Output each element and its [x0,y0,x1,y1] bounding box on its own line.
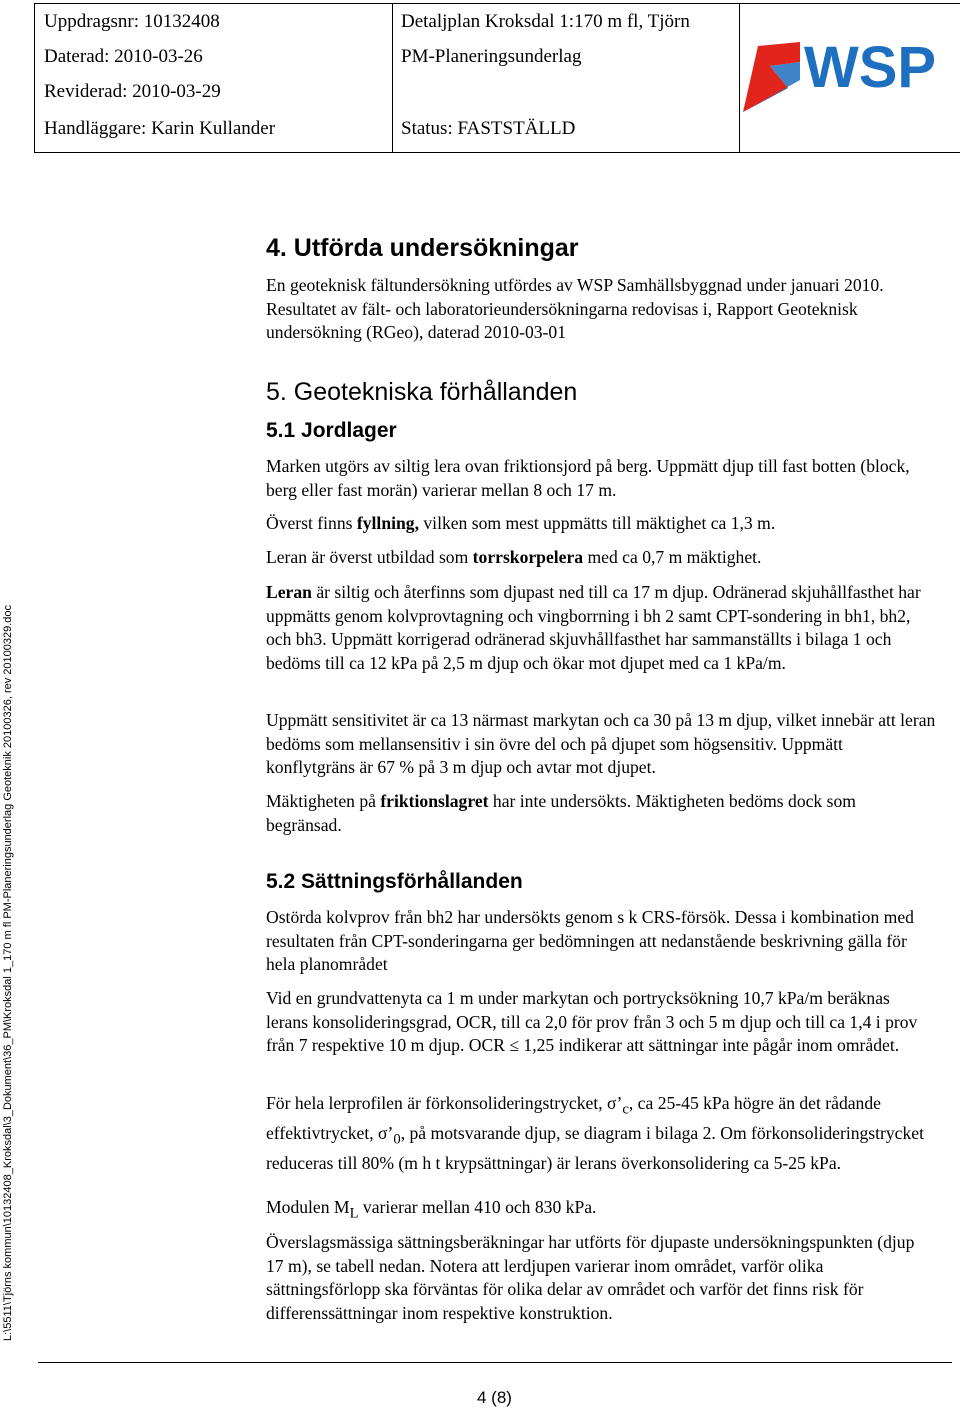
clay-term: Leran [266,582,312,602]
dry-crust-text-c: med ca 0,7 m mäktighet. [583,547,762,567]
subscript-c: c [622,1101,629,1118]
preconsolidation-text-a: För hela lerprofilen är förkonsolideringstrycket, σ’ [266,1093,623,1113]
friction-term: friktionslagret [380,791,489,811]
fill-term: fyllning, [356,513,419,533]
clay-text: är siltig och återfinns som djupast ned till ca 17 m djup. Odränerad skjuhållfasthet har uppmätts genom kolvprovtagning och vingborrning i bh 2 samt CPT-sondering in bh1, bh2, och bh3. Uppmätt korrigerad odränerad skjuvhållfasthet har sammanställts i bilaga 1 och bedöms till ca 12 kPa på 2,5 m djup och ökar mot djupet med ca 1 kPa/m. [266,582,921,673]
subscript-l: L [349,1205,359,1222]
handler: Handläggare: Karin Kullander [44,118,276,139]
modulus-text-a: Modulen M [266,1197,350,1217]
footer-divider [38,1362,952,1363]
section-5-heading: 5. Geotekniska förhållanden [266,378,578,406]
header-left-cell [35,4,393,153]
section-5-2-heading: 5.2 Sättningsförhållanden [266,870,523,893]
page-number: 4 (8) [477,1388,512,1407]
document-status: Status: FASTSTÄLLD [401,118,576,139]
section-4-heading: 4. Utförda undersökningar [266,234,579,262]
settlement-paragraph-3 [266,1092,936,1176]
friction-text-c: har inte undersökts. Mäktigheten bedöms dock som begränsad. [266,791,856,835]
header-blank [401,74,739,109]
settlement-paragraph-5: Överslagsmässiga sättningsberäkningar har utförts för djupaste undersökningspunkten (djup 17 m), se tabell nedan. Notera att lerdjupen varierar inom området, varför olika sättningsförlopp ska förväntas för olika delar av området och varför det finns risk för differenssättningar inom respektive konstruktion. [266,1232,915,1323]
settlement-paragraph-2: Vid en grundvattenyta ca 1 m under markytan och portrycksökning 10,7 kPa/m beräknas lerans konsolideringsgrad, OCR, till ca 2,0 för prov från 3 och 5 m djup och till ca 1,4 i prov från 7 respektive 10 m djup. OCR ≤ 1,25 indikerar att sättningar inte pågår inom området. [266,988,918,1055]
date: Daterad: 2010-03-26 [44,46,203,67]
file-path-margin: L:\5511\Tjörns kommun\10132408_Kroksdal\3_Dokument\36_PM\Kroksdal 1_170 m fl PM-Planeringsunderlag Geoteknik 20100326, rev 20100329.doc [2,604,14,1341]
settlement-paragraph-4 [266,1196,936,1226]
soil-paragraph-2 [266,512,936,536]
preconsolidation-text-b: , ca 25-45 kPa högre än det rådande effektivtrycket, σ’ [266,1093,881,1144]
fill-text-a: Överst finns [266,513,357,533]
soil-paragraph-6 [266,790,936,837]
soil-paragraph-4 [266,581,936,675]
wsp-logo-text: WSP [804,35,937,100]
document-type: PM-Planeringsunderlag [401,46,582,67]
fill-text-c: vilken som mest uppmätts till mäktighet ca 1,3 m. [418,513,776,533]
project-title: Detaljplan Kroksdal 1:170 m fl, Tjörn [401,11,690,32]
header-logo-cell [740,4,960,153]
modulus-text-b: varierar mellan 410 och 830 kPa. [358,1197,597,1217]
soil-paragraph-1: Marken utgörs av siltig lera ovan friktionsjord på berg. Uppmätt djup till fast botten (block, berg eller fast morän) varierar mellan 8 och 17 m. [266,456,910,500]
soil-paragraph-5: Uppmätt sensitivitet är ca 13 närmast markytan och ca 30 på 13 m djup, vilket innebär att leran bedöms som mellansensitiv i sin övre del och på djupet som högsensitiv. Uppmätt konflytgräns är 67 % på 3 m djup och avtar mot djupet. [266,710,936,777]
revised-date: Reviderad: 2010-03-29 [44,81,221,102]
soil-paragraph-3 [266,546,936,570]
wsp-logo [740,32,960,118]
friction-text-a: Mäktigheten på [266,791,381,811]
project-number: Uppdragsnr: 10132408 [44,11,220,32]
section-5-1-heading: 5.1 Jordlager [266,419,397,442]
subscript-0: 0 [393,1131,401,1148]
preconsolidation-text-c: , på motsvarande djup, se diagram i bilaga 2. Om förkonsolideringstrycket reduceras till 80% (m h t krypsättningar) är lerans överkonsolidering ca 5-25 kPa. [266,1123,924,1174]
section-4-paragraph: En geoteknisk fältundersökning utfördes av WSP Samhällsbyggnad under januari 2010. Resultatet av fält- och laboratorieundersökningarna redovisas i, Rapport Geoteknisk undersökning (RGeo), daterad 2010-03-01 [266,275,884,342]
header-middle-cell [393,4,740,153]
document-header [34,3,960,153]
dry-crust-text-a: Leran är överst utbildad som [266,547,473,567]
settlement-paragraph-1: Ostörda kolvprov från bh2 har undersökts genom s k CRS-försök. Dessa i kombination med resultaten från CPT-sonderingarna ger bedömningen att nedanstående beskrivning gälla för hela planområdet [266,907,914,974]
dry-crust-term: torrskorpelera [472,547,584,567]
